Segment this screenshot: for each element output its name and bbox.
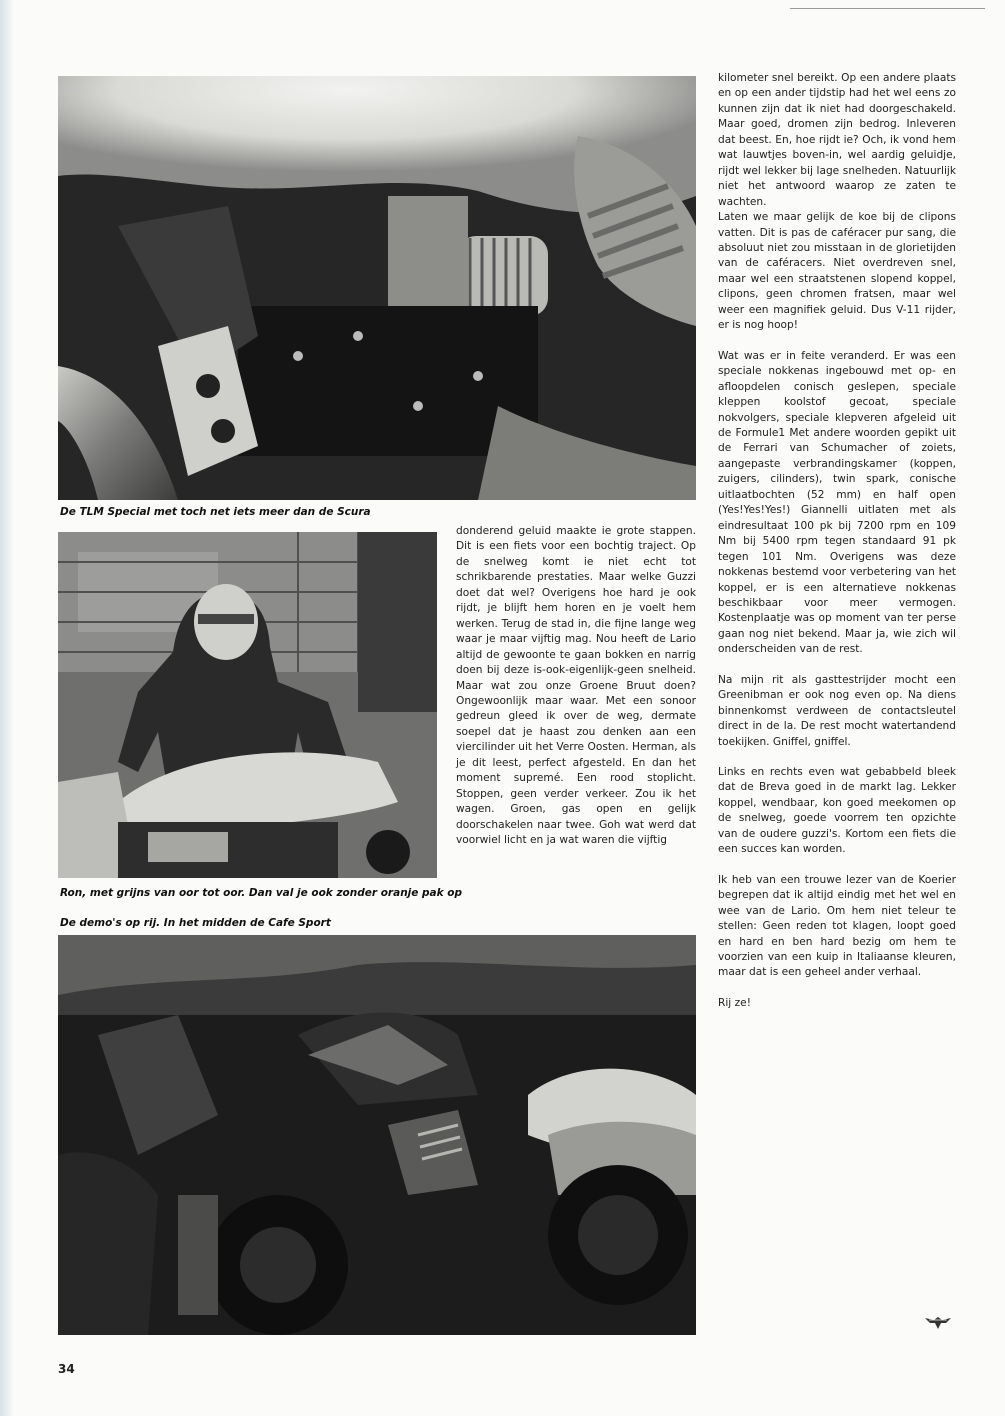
photo-demo-motorcycles [58, 935, 696, 1335]
right-paragraph-1: kilometer snel bereikt. Op een andere plaats en op een ander tijdstip had het wel eens zo kunnen zijn dat ik niet had doorgeschakeld. Maar goed, dromen zijn bedrog. Inleveren dat beest. En, hoe rijdt ie? Och, ik vond hem wat lauwtjes boven-in, wel aardig geluidje, rijdt wel lekker bij lage snelheden. Natuurlijk niet het antwoord waarop ze zaten te wachten. [718, 72, 956, 208]
middle-paragraph-1: donderend geluid maakte ie grote stappen. Dit is een fiets voor een bochtig traject. Op de snelweg komt ie niet echt tot schrikbarende prestaties. Maar welke Guzzi doet dat wel? Overigens hoe hard je ook rijdt, je blijft hem horen en je voelt hem werken. Terug de stad in, die fijne lange weg waar je maar vijftig mag. Nou heeft de Lario altijd de gewoonte te gaan bokken en narrig doen bij deze is-ook-eigenlijk-geen snelheid. Maar wat zou onze Groene Bruut doen? Ongewoonlijk maar waar. Met een sonoor gedreun gleed ik over de weg, dermate soepel dat je haast zou denken aan een viercilinder uit het Verre Oosten. Herman, als je dit leest, perfect afgesteld. En dan het moment supremé. Een rood stoplicht. Stoppen, geen verder verkeer. Zou ik het wagen. Groen, gas open en gelijk doorschakelen naar twee. Goh wat werd dat voorwiel licht en ja wat waren die vijftig [456, 525, 696, 847]
caption-photo-demos: De demo's op rij. In het midden de Cafe Sport [60, 917, 331, 929]
engine-photo-icon [58, 76, 696, 500]
moto-guzzi-eagle-icon [925, 1316, 951, 1330]
page-edge [0, 0, 14, 1416]
rider-photo-icon [58, 532, 437, 878]
right-paragraph-6: Ik heb van een trouwe lezer van de Koerier begrepen dat ik altijd eindig met het wel en wee van de Lario. Om hem niet teleur te stellen: Geen reden tot klagen, loopt goed en hard en ben hard bezig om hem te voorzien van een kuip in Italiaanse kleuren, maar dat is een geheel ander verhaal. [718, 873, 956, 979]
right-paragraph-5: Links en rechts even wat gebabbeld bleek dat de Breva goed in de markt lag. Lekker koppel, wendbaar, kon goed meekomen op de snelweg, goede voorrem ten opzichte van de oudere guzzi's. Kortom een fiets die een succes kan worden. [718, 766, 956, 856]
motorcycles-photo-icon [58, 935, 696, 1335]
photo-rider [58, 532, 437, 878]
caption-photo-rider: Ron, met grijns van oor tot oor. Dan val je ook zonder oranje pak op [60, 887, 463, 899]
right-paragraph-7: Rij ze! [718, 996, 751, 1009]
middle-column [456, 524, 696, 849]
right-paragraph-2: Laten we maar gelijk de koe bij de clipons vatten. Dit is pas de caféracer pur sang, die absoluut niet zou misstaan in de glorietijden van de caféracers. Niet overdreven snel, maar wel een straatstenen slopend koppel, clipons, geen chromen fratsen, maar wel weer een magnifiek geluid. Dus V-11 rijder, er is nog hoop! [718, 211, 956, 332]
right-column [718, 71, 956, 1011]
photo-engine-closeup [58, 76, 696, 500]
right-paragraph-3: Wat was er in feite veranderd. Er was een speciale nokkenas ingebouwd met op- en afloopdelen conisch geslepen, speciale kleppen koolstof gecoat, speciale nokvolgers, speciale klepveren afgeleid uit de Formule1 Met andere woorden gepikt uit de Ferrari van Schumacher of zoiets, aangepaste verbrandingskamer (koppen, zuigers, cilinders), twin spark, conische uitlaatbochten (52 mm) en half open (Yes!Yes!Yes!) Giannelli uitlaten met als eindresultaat 100 pk bij 7200 rpm en 109 Nm bij 5400 rpm tegen standaard 91 pk tegen 101 Nm. Overigens was deze nokkenas bestemd voor verbetering van het koppel, er is een alternatieve nokkenas beschikbaar voor meer vermogen. Kostenplaatje was op moment van ter perse gaan nog niet bekend. Maar ja, wie zich wil onderscheiden van de rest. [718, 349, 956, 656]
header-rule [790, 8, 985, 9]
page-number: 34 [58, 1362, 75, 1376]
right-paragraph-4: Na mijn rit als gasttestrijder mocht een Greenibman er ook nog even op. Na diens binnenkomst verdween de contactsleutel direct in de la. De rest mocht watertandend toekijken. Gniffel, gniffel. [718, 673, 956, 748]
caption-photo-engine: De TLM Special met toch net iets meer dan de Scura [60, 506, 371, 518]
